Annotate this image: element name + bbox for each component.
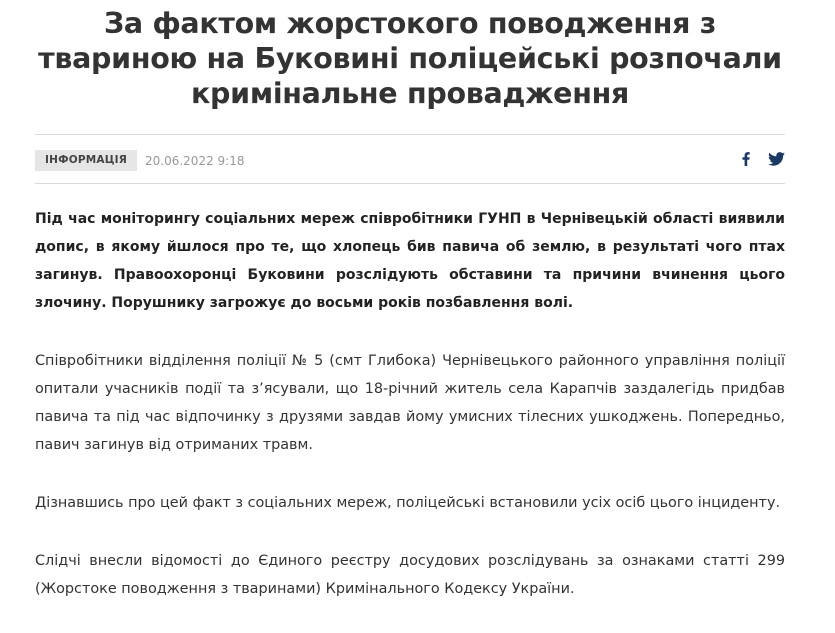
twitter-icon[interactable]	[768, 152, 785, 166]
category-badge[interactable]: ІНФОРМАЦІЯ	[35, 150, 137, 171]
article-meta-bar	[35, 134, 785, 184]
article-title: За фактом жорстокого поводження з твариною на Буковині поліцейські розпочали кримінальне провадження	[38, 7, 782, 110]
publication-date: 20.06.2022 9:18	[145, 154, 245, 168]
facebook-icon[interactable]	[742, 152, 750, 166]
share-buttons	[742, 149, 785, 169]
article-paragraph: Слідчі внесли відомості до Єдиного реєстру досудових розслідувань за ознаками статті 299 (Жорстоке поводження з тваринами) Кримінального Кодексу України.	[35, 553, 785, 597]
article-body	[35, 205, 785, 633]
article-paragraph: Співробітники відділення поліції № 5 (смт Глибока) Чернівецького районного управління поліції опитали учасників події та з’ясували, що 18-річний житель села Карапчів заздалегідь придбав павича та під час відпочинку з друзями завдав йому умисних тілесних ушкоджень. Попередньо, павич загинув від отриманих травм.	[35, 353, 785, 453]
article	[35, 0, 785, 597]
article-lead-paragraph: Під час моніторингу соціальних мереж співробітники ГУНП в Чернівецькій області виявили допис, в якому йшлося про те, що хлопець бив павича об землю, в результаті чого птах загинув. Правоохоронці Буковини розслідують обставини та причини вчинення цього злочину. Порушнику загрожує до восьми років позбавлення волі.	[35, 211, 785, 311]
article-paragraph: Дізнавшись про цей факт з соціальних мереж, поліцейські встановили усіх осіб цього інциденту.	[35, 495, 781, 511]
